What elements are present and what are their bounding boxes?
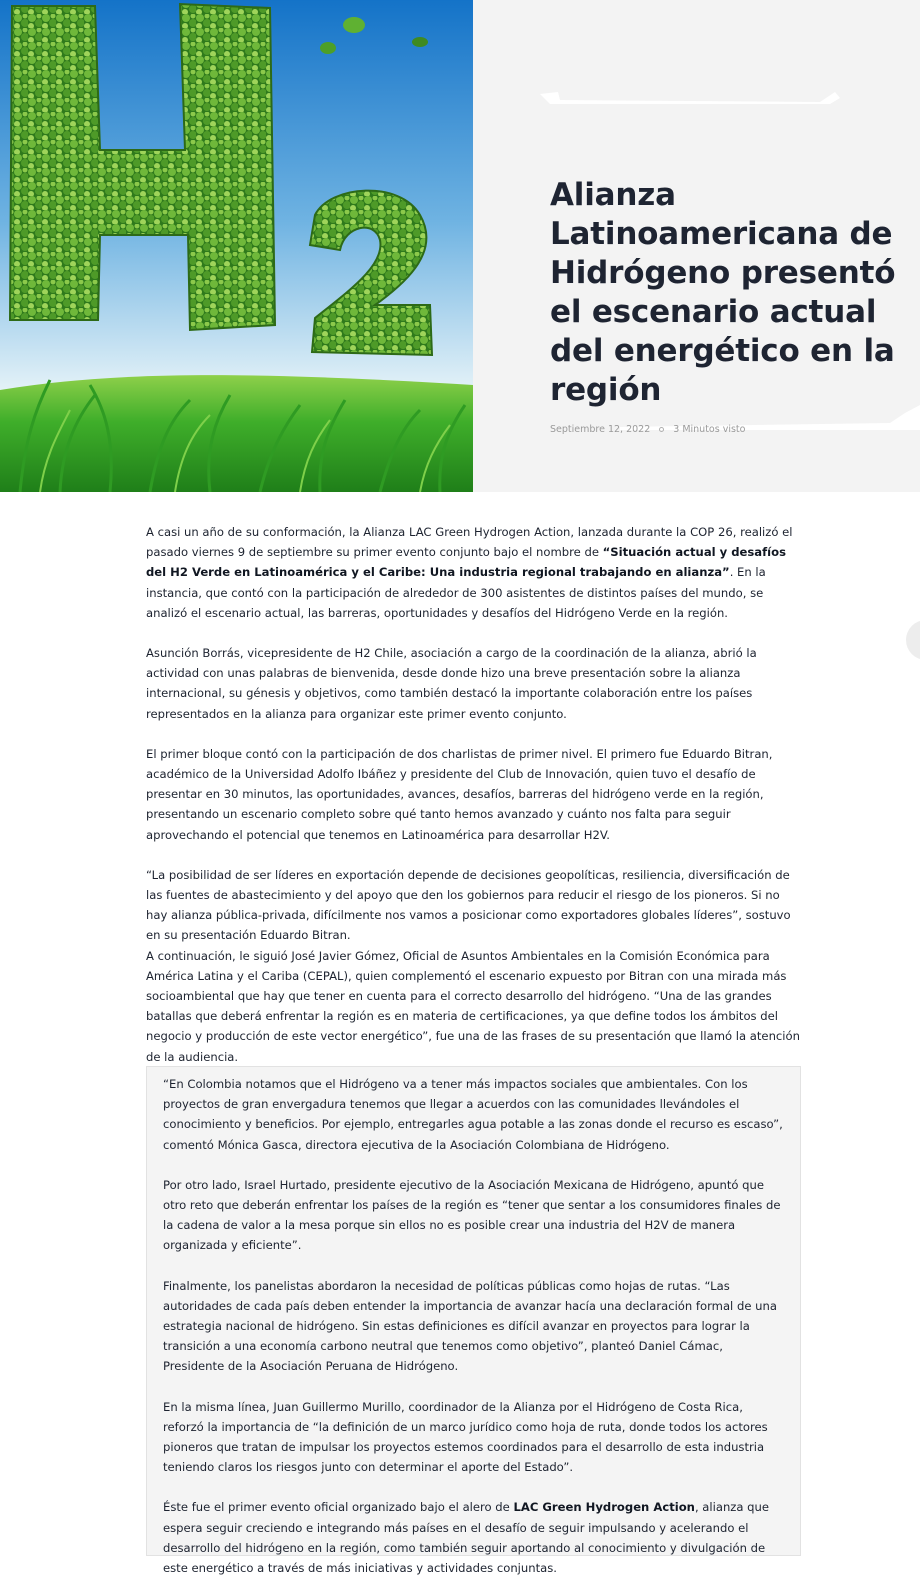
quote-paragraph-1: “En Colombia notamos que el Hidrógeno va a tener más impactos sociales que ambientales. Con los proyectos de gran envergadura tenemos que llegar a acuerdos con las comunidades llevándoles el conocimiento y beneficios. Por ejemplo, entregarles agua potable a las zonas donde el recurso es escaso”, comentó Mónica Gasca, directora ejecutiva de la Asociación Colombiana de Hidrógeno. <box>163 1077 783 1152</box>
quote-box <box>146 1066 801 1576</box>
alliance-name-bold: LAC Green Hydrogen Action <box>513 1500 695 1515</box>
quote-paragraph-3: Finalmente, los panelistas abordaron la necesidad de políticas públicas como hojas de rutas. “Las autoridades de cada país deben entender la importancia de avanzar hacía una declaración formal de una estrategia nacional de hidrógeno. Sin estas definiciones es difícil avanzar en proyectos para lograr la transición a una economía carbono neutral que tenemos como objetivo”, planteó Daniel Cámac, Presidente de la Asociación Peruana de Hidrógeno. <box>163 1278 777 1374</box>
quote-paragraph-5-text-b: , alianza que espera seguir creciendo e integrando más países en el desafío de seguir impulsando y acelerando el desarrollo del hidrógeno en la región, como también seguir aportando al conocimiento y divulgación de este energético a través de más iniciativas y actividades conjuntas. <box>163 1500 770 1576</box>
event-name-bold: “Situación actual y desafíos del H2 Verde en Latinoamérica y el Caribe: Una industria regional trabajando en alianza” <box>146 545 787 580</box>
paragraph-5: A continuación, le siguió José Javier Gómez, Oficial de Asuntos Ambientales en la Comisión Económica para América Latina y el Cariba (CEPAL), quien complementó el escenario expuesto por Bitran con una mirada más socioambiental que hay que tener en cuenta para el correcto desarrollo del hidrógeno. “Una de las grandes batallas que deberá enfrentar la región es en materia de certificaciones, ya que define todos los ámbitos del negocio y producción de este vector energético”, fue una de las frases de su presentación que llamó la atención de la audiencia. <box>146 948 800 1064</box>
quote-paragraph-2: Por otro lado, Israel Hurtado, presidente ejecutivo de la Asociación Mexicana de Hidrógeno, apuntó que otro reto que deberán enfrentar los países de la región es “tener que sentar a los consumidores finales de la cadena de valor a la mesa porque sin ellos no es posible crear una industria del H2V de manera organizada y eficiente”. <box>163 1177 781 1253</box>
hero-image-h2 <box>0 0 473 492</box>
quote-paragraph-5 <box>163 1497 784 1578</box>
read-time: 3 Minutos visto <box>673 424 746 435</box>
post-date: Septiembre 12, 2022 <box>550 424 651 435</box>
paragraph-1-text-b: . En la instancia, que contó con la participación de alrededor de 300 asistentes de distintos países del mundo, se analizó el escenario actual, las barreras, oportunidades y desafíos del Hidrógeno Verde en la región. <box>146 565 766 620</box>
page-title: Alianza Latinoamericana de Hidrógeno presentó el escenario actual del energético en la región <box>550 177 896 408</box>
article-body <box>146 522 802 1067</box>
paragraph-4: “La posibilidad de ser líderes en exportación depende de decisiones geopolíticas, resiliencia, diversificación de las fuentes de abastecimiento y del apoyo que den los gobiernos para reducir el riesgo de los pioneros. Si no hay alianza pública-privada, difícilmente nos vamos a posicionar como exportadores globales líderes”, sostuvo en su presentación Eduardo Bitran. <box>146 867 791 943</box>
side-scroll-button[interactable] <box>906 620 920 660</box>
paragraph-1-text-a: A casi un año de su conformación, la Alianza LAC Green Hydrogen Action, lanzada durante la COP 26, realizó el pasado viernes 9 de septiembre su primer evento conjunto bajo el nombre de <box>146 525 793 560</box>
post-meta <box>550 424 920 435</box>
quote-paragraph-4: En la misma línea, Juan Guillermo Murillo, coordinador de la Alianza por el Hidrógeno de Costa Rica, reforzó la importancia de “la definición de un marco jurídico como hoja de ruta, donde todos los actores pioneros que tratan de impulsar los proyectos estemos coordinados para el desarrollo de esta industria teniendo claros los riesgos junto con determinar el aporte del Estado”. <box>163 1399 768 1475</box>
hero-title-block <box>550 176 920 435</box>
paragraph-1 <box>146 522 802 623</box>
meta-separator-icon <box>659 427 664 432</box>
quote-paragraph-5-text-a: Éste fue el primer evento oficial organizado bajo el alero de <box>163 1500 514 1515</box>
paragraph-2: Asunción Borrás, vicepresidente de H2 Chile, asociación a cargo de la coordinación de la alianza, abrió la actividad con unas palabras de bienvenida, desde donde hizo una breve presentación sobre la alianza internacional, su génesis y objetivos, como también destacó la importante colaboración entre los países representados en la alianza para organizar este primer evento conjunto. <box>146 646 757 721</box>
hero-section <box>0 0 920 492</box>
brush-stroke-top <box>540 92 840 104</box>
paragraph-3: El primer bloque contó con la participación de dos charlistas de primer nivel. El primero fue Eduardo Bitran, académico de la Universidad Adolfo Ibáñez y presidente del Club de Innovación, quien tuvo el desafío de presentar en 30 minutos, las oportunidades, avances, desafíos, barreras del hidrógeno verde en la región, presentando un escenario completo sobre qué tanto hemos avanzado y cuánto nos falta para seguir aprovechando el potencial que tenemos en Latinoamérica para desarrollar H2V. <box>146 746 773 842</box>
